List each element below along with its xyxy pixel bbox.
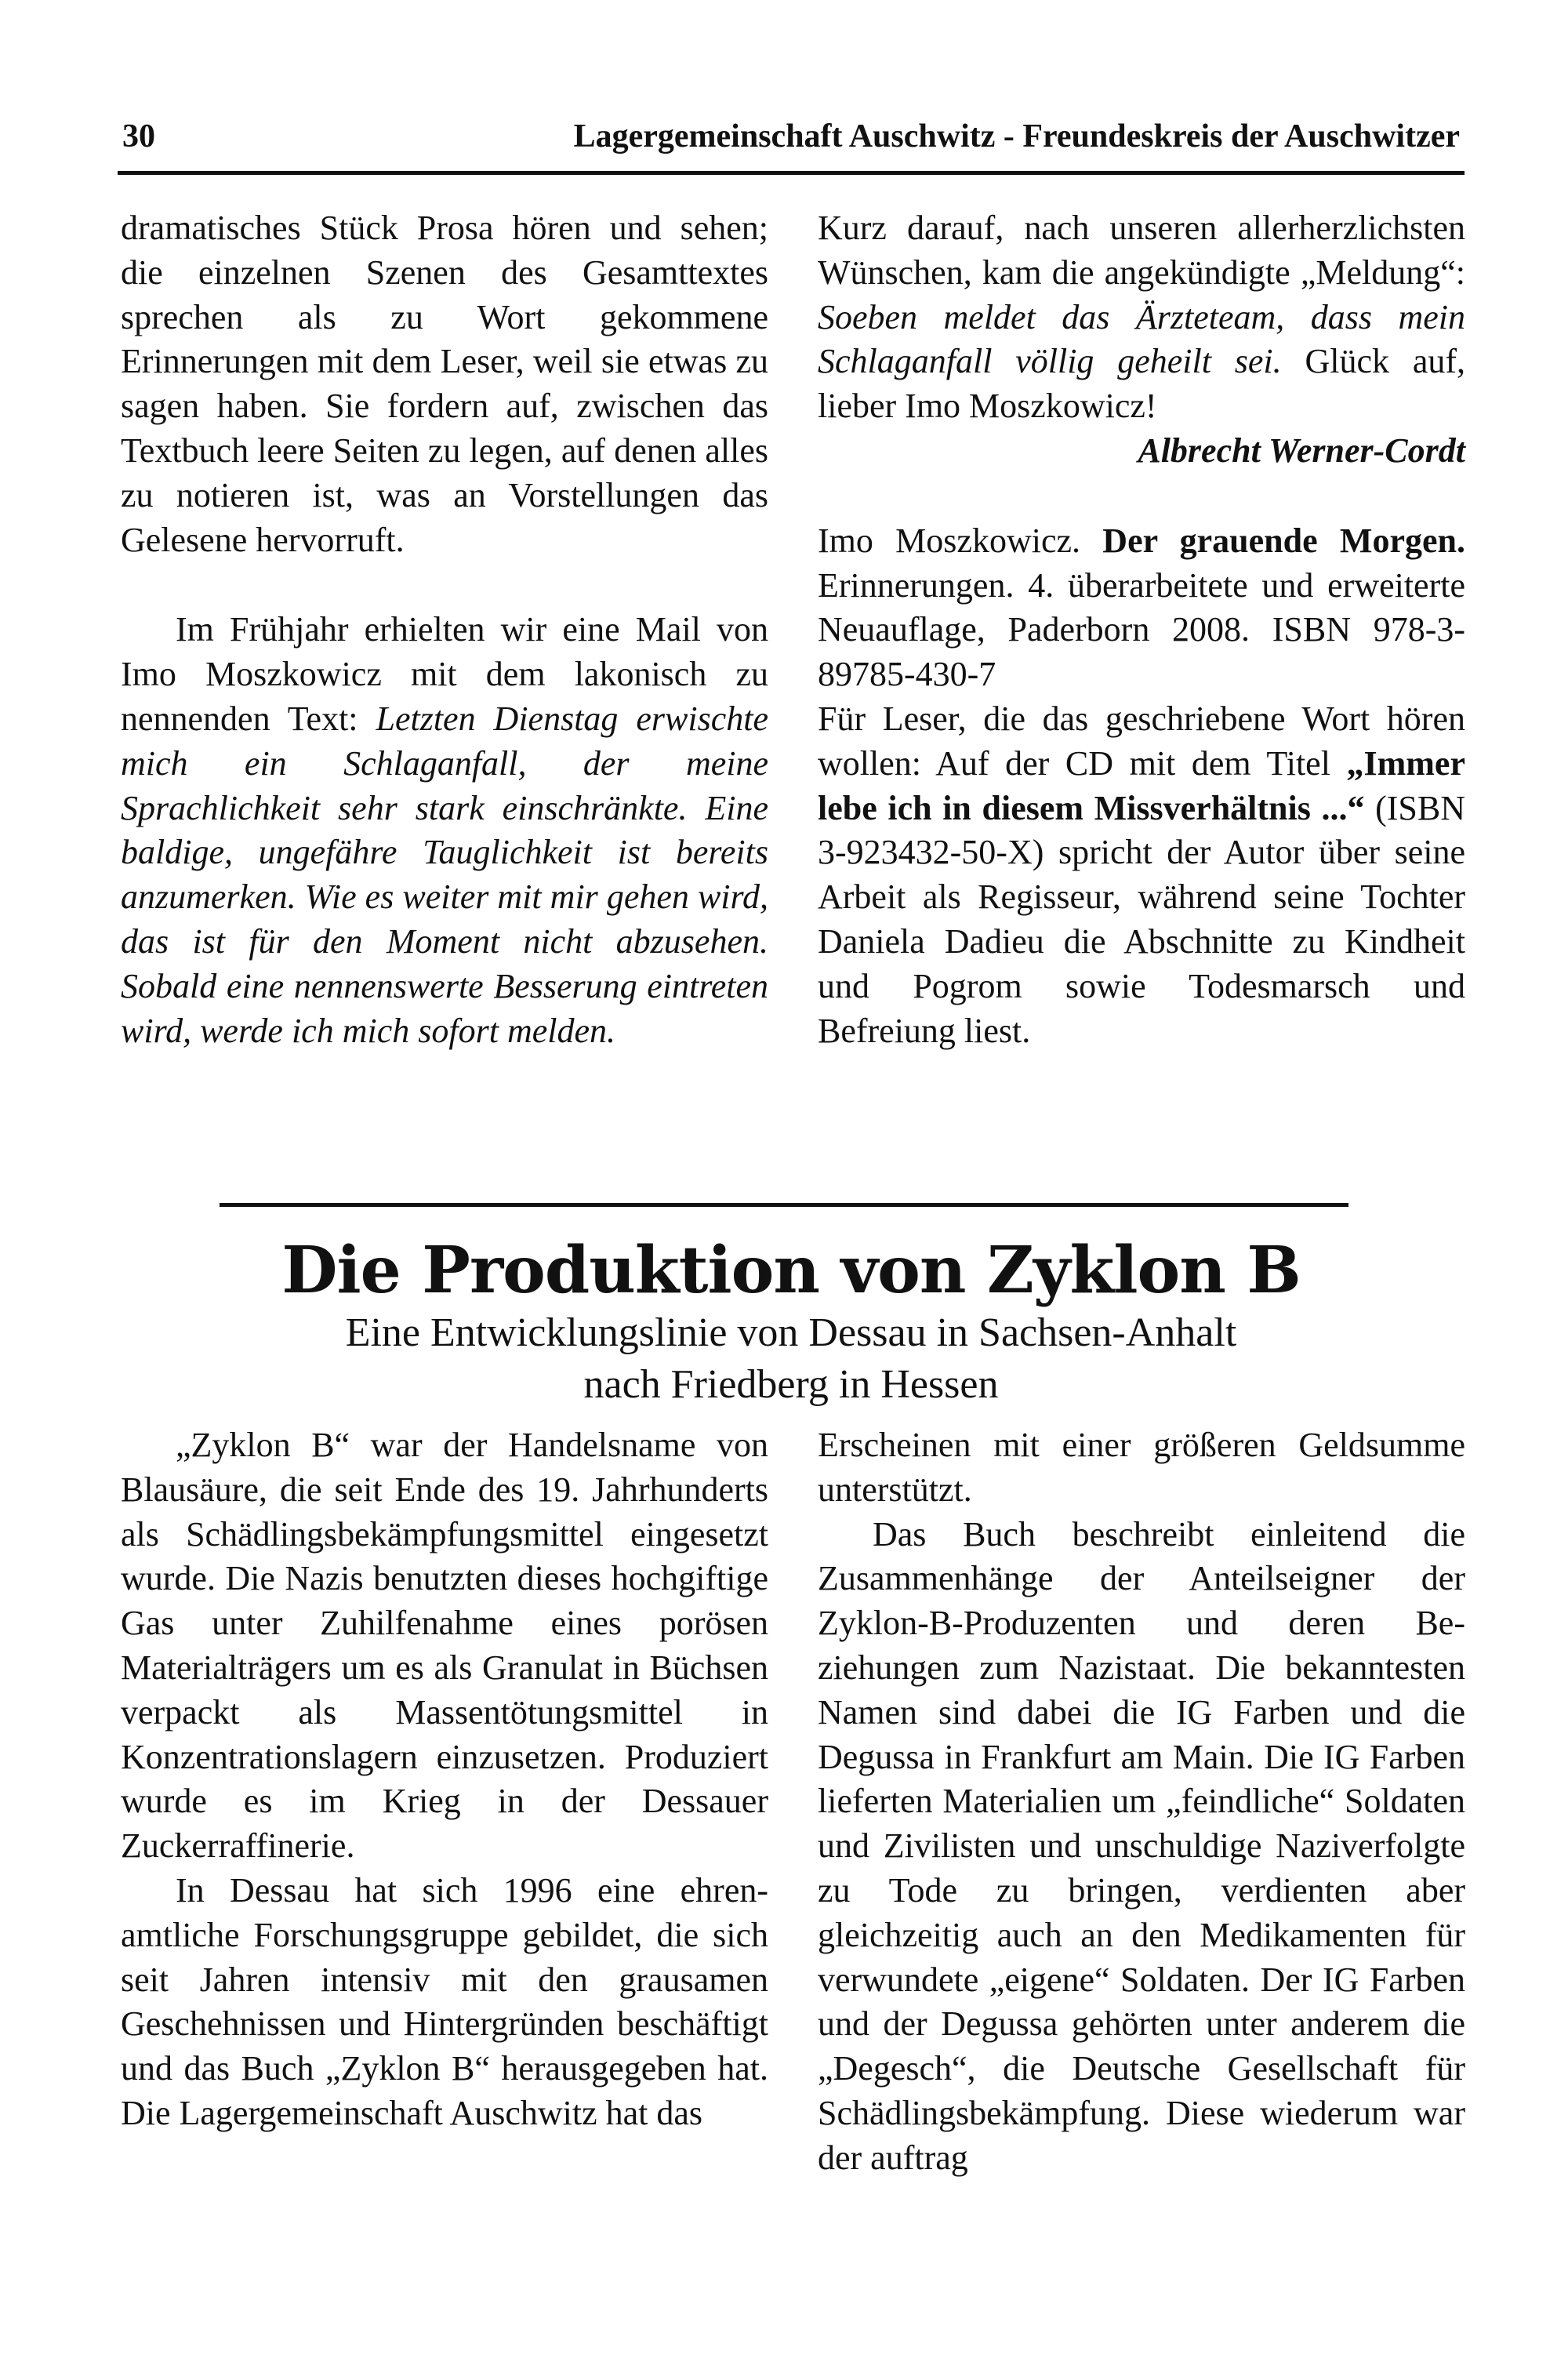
cd-intro-text: Für Leser, die das geschriebene Wort hören wollen: Auf der CD mit dem Titel [818,699,1465,783]
subtitle-line-2: nach Friedberg in Hessen [583,1362,999,1407]
page-number: 30 [122,118,155,154]
mail-intro-text: Im Frühjahr erhielten wir eine Mail von Imo Moszkowicz mit dem lakonisch zu nennenden Text: [121,610,768,738]
book-author: Imo Moszkowicz. [818,521,1103,560]
book-reference [818,519,1465,697]
meldung-intro-text: Kurz darauf, nach unseren allerherzlichsten Wünschen, kam die angekündigte „Meldung“: [818,209,1465,292]
article-subtitle [118,1307,1465,1411]
cd-title: „Immer lebe ich in diesem Missverhältnis ...“ [818,743,1465,827]
paragraph-buch: Das Buch beschreibt einleitend die Zusammenhänge der Anteilseigner der Zyklon-B-Produzenten und deren Beziehungen zum Nazistaat. Die bekanntesten Namen sind dabei die IG Farben und die Degussa in Frankfurt am Main. Die IG Farben lieferten Materialien um „feindliche“ Soldaten und Zivilisten und unschuldige Naziverfolgte zu Tode zu bringen, verdienten aber gleichzeitig auch an den Medikamenten für verwundete „eigene“ Soldaten. Der IG Farben und der Degussa gehörten unter anderem die „Degesch“, die Deutsche Gesellschaft für Schädlingsbekämpfung. Diese wiederum war der auftrag [818,1514,1465,2177]
paragraph-dessau: In Dessau hat sich 1996 eine ehrenamtliche Forschungsgruppe gebildet, die sich seit Jahren intensiv mit den grausamen Geschehnissen und Hintergründen beschäftigt und das Buch „Zyklon B“ herausgegeben hat. Die Lagergemeinschaft Auschwitz hat das [121,1870,768,2132]
article-title: Die Produktion von Zyklon B [281,1233,1301,1308]
meldung-closing-text: Glück auf, lieber Imo Moszkowicz! [818,342,1465,426]
top-right-column [818,206,1465,1053]
author-signature: Albrecht Werner-Cordt [1138,431,1465,470]
paragraph-zyklon-b: „Zyklon B“ war der Handelsname von Blausäure, die seit Ende des 19. Jahrhunderts als Schädlingsbekämpfungsmittel eingesetzt wurde. Die Nazis benutzten dieses hochgiftige Gas unter Zuhilfenahme eines porösen Materialträgers um es als Granulat in Büchsen verpackt als Massentötungsmittel in Konzentrationslagern einzusetzen. Produziert wurde es im Krieg in der Dessauer Zuckerraffinerie. [121,1426,768,1866]
bottom-left-column [121,1423,768,2136]
mail-quote: Letzten Dienstag erwischte mich ein Schlaganfall, der meine Sprachlichkeit sehr stark einschränkte. Eine baldige, ungefähre Tauglichkeit ist bereits anzumerken. Wie es weiter mit mir gehen wird, das ist für den Moment nicht abzusehen. Sobald eine nennenswerte Besserung eintreten wird, werde ich mich sofort melden. [121,699,768,1050]
subtitle-line-1: Eine Entwicklungslinie von Dessau in Sachsen-Anhalt [345,1310,1237,1355]
meldung-quote: Soeben meldet das Ärzteteam, dass mein Schlaganfall völlig geheilt sei. [818,297,1465,381]
page-header [118,116,1465,175]
top-left-column [121,206,768,1053]
section-divider [220,1203,1348,1207]
paragraph-prosa: dramatisches Stück Prosa hören und sehen; die einzelnen Szenen des Gesamttextes sprechen als zu Wort gekommene Erinnerungen mit dem Leser, weil sie etwas zu sagen haben. Sie fordern auf, zwischen das Textbuch leere Seiten zu legen, auf denen alles zu notieren ist, was an Vorstellungen das Gelesene hervorruft. [121,209,768,559]
cd-reference [818,697,1465,1053]
book-title: Der grauende Morgen. [1102,521,1465,560]
book-details: Erinnerungen. 4. überarbeitete und erweiterte Neuauflage, Paderborn 2008. ISBN 978-3-89785-430-7 [818,565,1465,694]
running-title: Lagergemeinschaft Auschwitz - Freundeskreis der Auschwitzer [573,118,1460,154]
paragraph-meldung [818,206,1465,429]
cd-details: (ISBN 3-923432-50-X) spricht der Autor über seine Arbeit als Regisseur, während seine Tochter Daniela Dadieu die Abschnitte zu Kindheit und Pogrom sowie Todesmarsch und Befreiung liest. [818,788,1465,1050]
paragraph-mail [121,608,768,1053]
bottom-right-column [818,1423,1465,2181]
paragraph-erscheinen: Erscheinen mit einer größeren Geldsumme unterstützt. [818,1426,1465,1509]
